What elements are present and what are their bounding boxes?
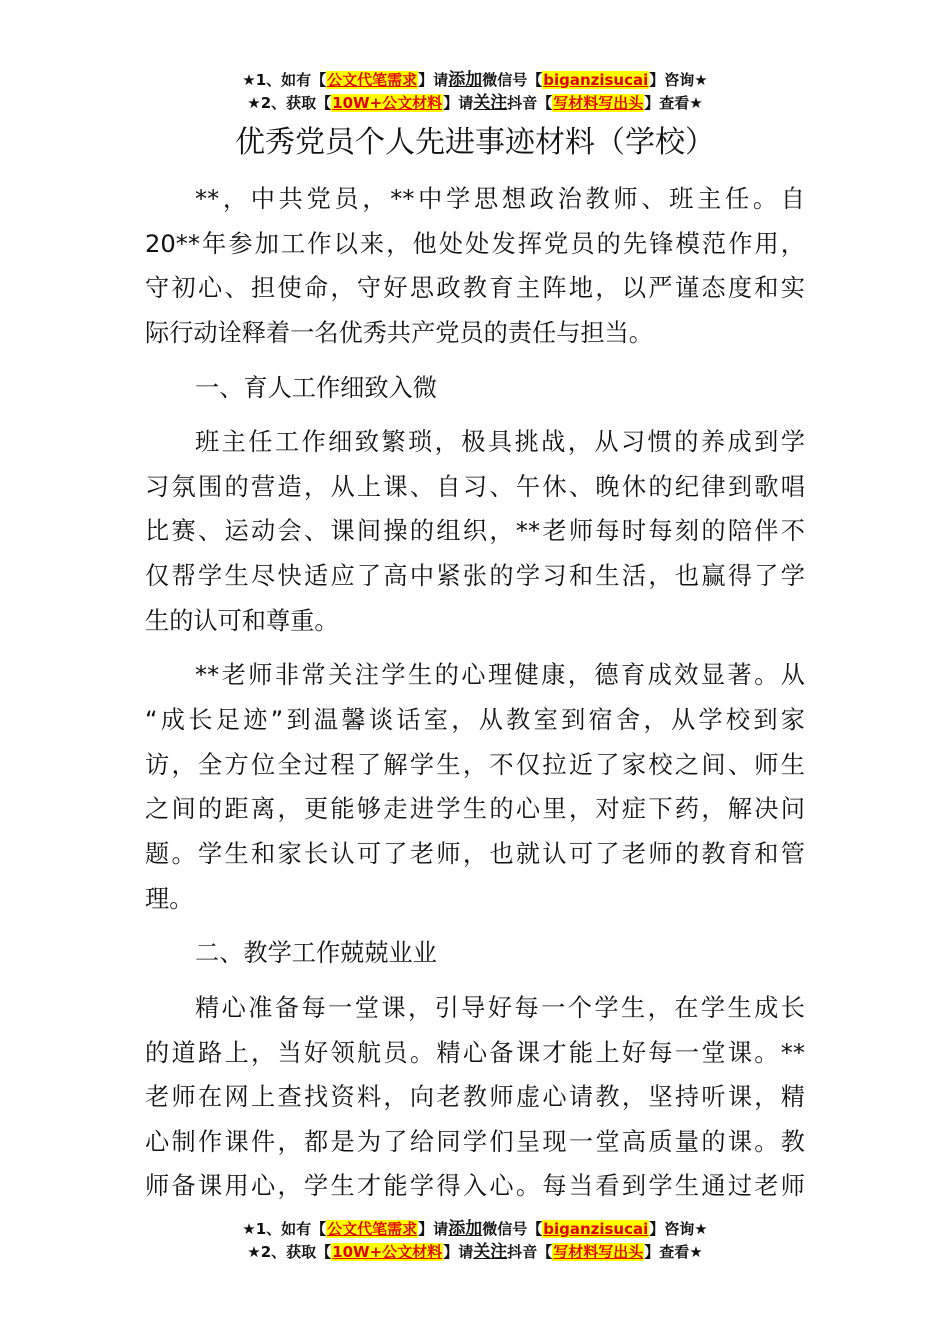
text-line: 比赛、运动会、课间操的组织，**老师每时每刻的陪伴不 bbox=[145, 517, 805, 546]
text-line: “成长足迹”到温馨谈话室，从教室到宿舍，从学校到家 bbox=[145, 706, 805, 735]
paragraph bbox=[145, 653, 805, 921]
banner-line-2 bbox=[0, 92, 950, 115]
douyin-account: 写材料写出头 bbox=[553, 94, 644, 112]
wechat-id: biganzisucai bbox=[543, 71, 649, 89]
banner-text: 抖音【 bbox=[507, 94, 553, 112]
underlined-text: 关注 bbox=[473, 93, 508, 113]
highlight-text: 10W+公文材料 bbox=[332, 1243, 443, 1261]
banner-text: 】查看★ bbox=[644, 94, 703, 112]
top-banner bbox=[0, 69, 950, 115]
paragraph bbox=[145, 986, 805, 1209]
banner-text: 微信号【 bbox=[482, 1220, 543, 1238]
banner-text: ★2、获取【 bbox=[247, 94, 332, 112]
text-line: 习氛围的营造，从上课、自习、午休、晚休的纪律到歌唱 bbox=[145, 472, 805, 501]
text-line: 班主任工作细致繁琐，极具挑战，从习惯的养成到学 bbox=[195, 428, 805, 457]
banner-text: 抖音【 bbox=[507, 1243, 553, 1261]
text-line: 二、教学工作兢兢业业 bbox=[195, 939, 437, 968]
banner-text: ★2、获取【 bbox=[247, 1243, 332, 1261]
banner-text: 】咨询★ bbox=[649, 71, 708, 89]
banner-text: 】咨询★ bbox=[649, 1220, 708, 1238]
document-body bbox=[145, 177, 805, 1219]
underlined-text: 关注 bbox=[473, 1242, 508, 1262]
text-line: 心制作课件，都是为了给同学们呈现一堂高质量的课。教 bbox=[145, 1127, 805, 1156]
banner-text: ★1、如有【 bbox=[242, 1220, 327, 1238]
text-line: 的道路上，当好领航员。精心备课才能上好每一堂课。** bbox=[145, 1038, 805, 1067]
banner-line-1 bbox=[0, 69, 950, 92]
banner-line-1 bbox=[0, 1218, 950, 1241]
paragraph bbox=[145, 420, 805, 643]
text-line: 际行动诠释着一名优秀共产党员的责任与担当。 bbox=[145, 318, 653, 347]
text-line: 仅帮学生尽快适应了高中紧张的学习和生活，也赢得了学 bbox=[145, 562, 805, 591]
text-line: 20**年参加工作以来，他处处发挥党员的先锋模范作用， bbox=[145, 229, 805, 258]
text-line: **，中共党员，**中学思想政治教师、班主任。自 bbox=[195, 185, 805, 213]
text-line: 精心准备每一堂课，引导好每一个学生，在学生成长 bbox=[195, 993, 805, 1022]
text-line: 守初心、担使命，守好思政教育主阵地，以严谨态度和实 bbox=[145, 274, 805, 303]
text-line: **老师非常关注学生的心理健康，德育成效显著。从 bbox=[195, 661, 805, 690]
banner-text: 】请 bbox=[443, 1243, 474, 1261]
text-line: 之间的距离，更能够走进学生的心里，对症下药，解决问 bbox=[145, 795, 805, 824]
wechat-id: biganzisucai bbox=[543, 1220, 649, 1238]
banner-text: 】请 bbox=[443, 94, 474, 112]
banner-text: 】请 bbox=[418, 1220, 449, 1238]
highlight-text: 公文代笔需求 bbox=[327, 1220, 418, 1238]
text-line: 题。学生和家长认可了老师，也就认可了老师的教育和管 bbox=[145, 839, 805, 868]
banner-text: 】查看★ bbox=[644, 1243, 703, 1261]
text-line: 访，全方位全过程了解学生，不仅拉近了家校之间、师生 bbox=[145, 750, 805, 779]
paragraph bbox=[145, 177, 805, 356]
text-line: 一、育人工作细致入微 bbox=[195, 373, 437, 402]
document-title: 优秀党员个人先进事迹材料（学校） bbox=[235, 125, 715, 160]
highlight-text: 公文代笔需求 bbox=[327, 71, 418, 89]
text-line: 生的认可和尊重。 bbox=[145, 606, 339, 635]
underlined-text: 添加 bbox=[448, 1219, 483, 1239]
banner-text: 】请 bbox=[418, 71, 449, 89]
banner-text: ★1、如有【 bbox=[242, 71, 327, 89]
text-line: 师备课用心，学生才能学得入心。每当看到学生通过老师 bbox=[145, 1172, 805, 1201]
banner-line-2 bbox=[0, 1241, 950, 1264]
paragraph bbox=[145, 366, 805, 411]
paragraph bbox=[145, 931, 805, 976]
banner-text: 微信号【 bbox=[482, 71, 543, 89]
underlined-text: 添加 bbox=[448, 70, 483, 90]
douyin-account: 写材料写出头 bbox=[553, 1243, 644, 1261]
text-line: 老师在网上查找资料，向老教师虚心请教，坚持听课，精 bbox=[145, 1083, 805, 1112]
text-line: 理。 bbox=[145, 884, 194, 913]
bottom-banner bbox=[0, 1218, 950, 1264]
highlight-text: 10W+公文材料 bbox=[332, 94, 443, 112]
